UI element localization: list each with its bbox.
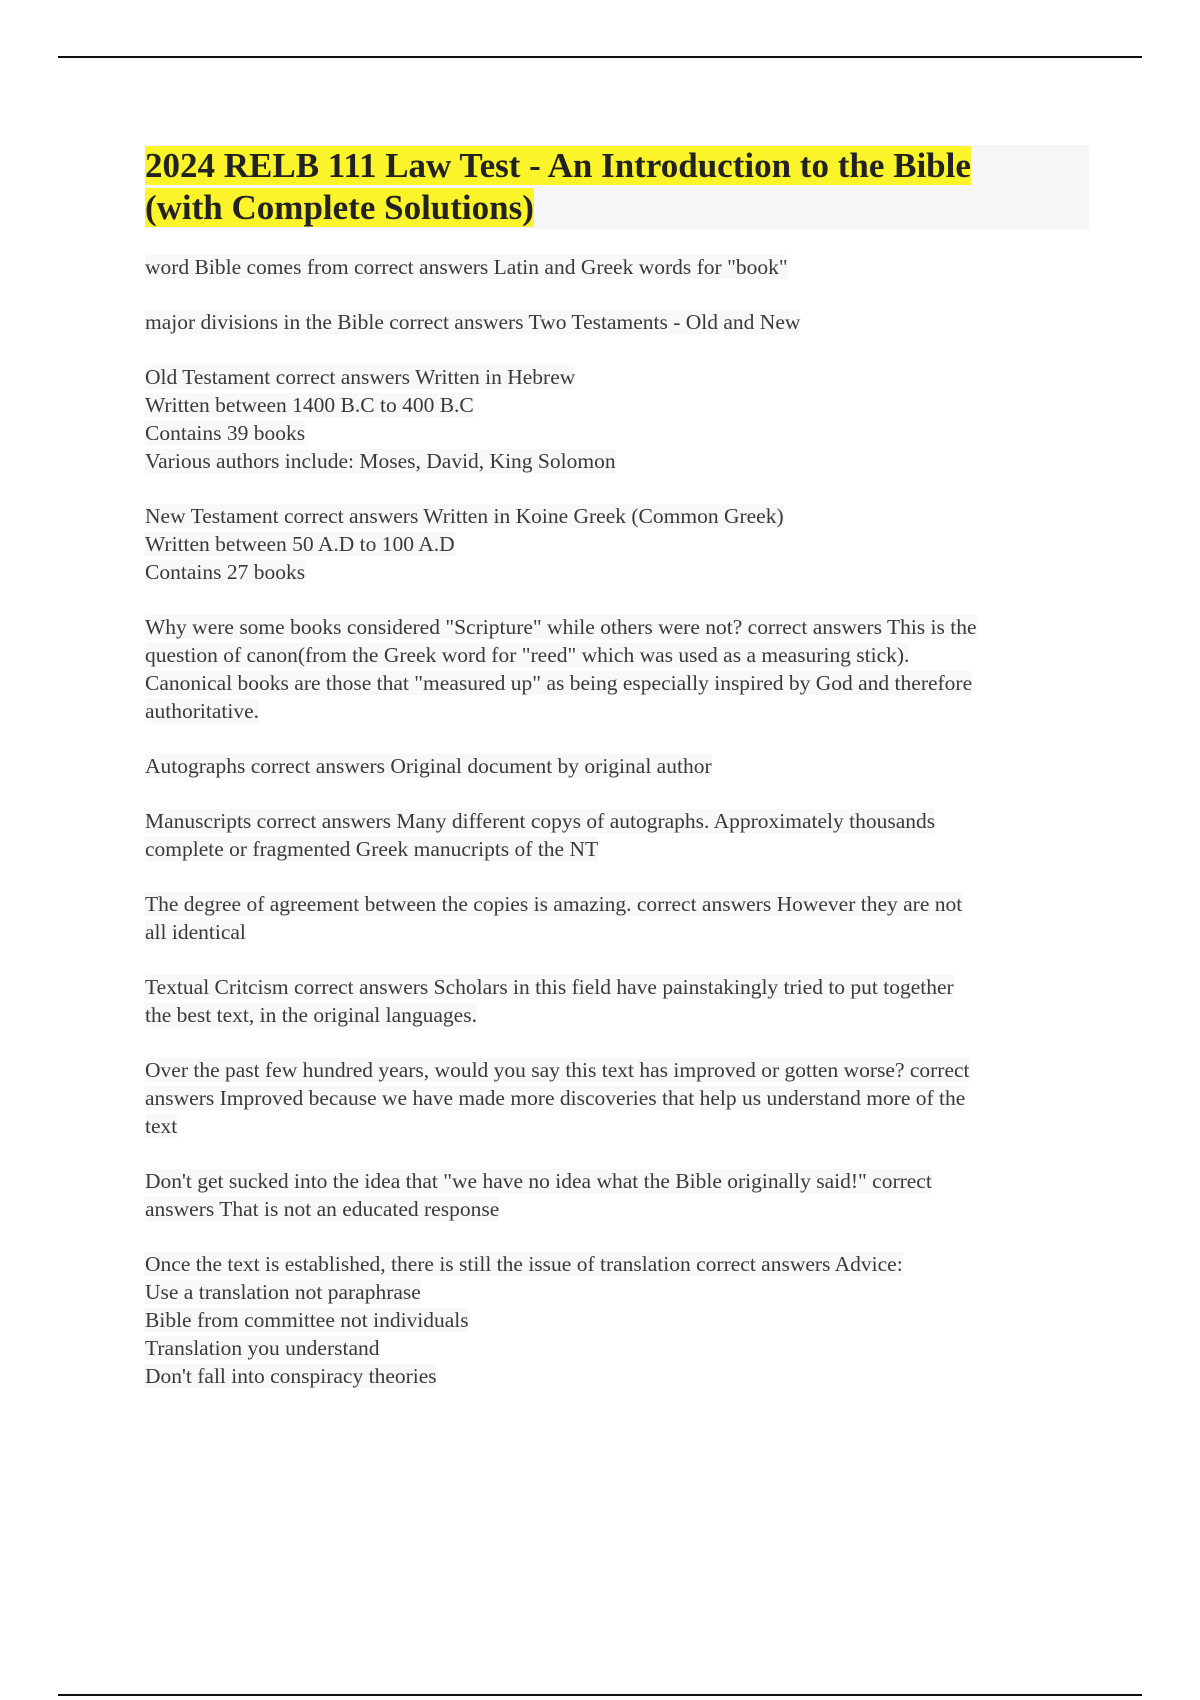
entry-line: Use a translation not paraphrase — [145, 1280, 421, 1304]
entry-line: Bible from committee not individuals — [145, 1308, 469, 1332]
bottom-rule — [58, 1694, 1142, 1696]
qa-entry — [145, 752, 1089, 780]
qa-entry — [145, 1056, 1089, 1140]
qa-entry — [145, 890, 1089, 946]
entry-line: Autographs correct answers Original document by original author — [145, 754, 712, 778]
entry-line: Once the text is established, there is still the issue of translation correct answers Advice: — [145, 1252, 903, 1276]
title-line: (with Complete Solutions) — [145, 188, 534, 227]
document-body — [145, 145, 1089, 1417]
entry-line: word Bible comes from correct answers Latin and Greek words for "book" — [145, 255, 788, 279]
qa-entry — [145, 253, 1089, 281]
entry-line: Don't get sucked into the idea that "we have no idea what the Bible originally said!" correct — [145, 1169, 932, 1193]
entry-line: Written between 1400 B.C to 400 B.C — [145, 393, 474, 417]
entry-line: the best text, in the original languages. — [145, 1003, 477, 1027]
entry-line: Translation you understand — [145, 1336, 380, 1360]
entry-line: New Testament correct answers Written in Koine Greek (Common Greek) — [145, 504, 784, 528]
qa-entry — [145, 1250, 1089, 1390]
entry-line: answers That is not an educated response — [145, 1197, 500, 1221]
entry-line: text — [145, 1114, 178, 1138]
qa-entry — [145, 1167, 1089, 1223]
entry-line: complete or fragmented Greek manucripts of the NT — [145, 837, 599, 861]
entry-line: Manuscripts correct answers Many different copys of autographs. Approximately thousands — [145, 809, 936, 833]
entry-line: question of canon(from the Greek word for "reed" which was used as a measuring stick). — [145, 643, 910, 667]
entry-line: Canonical books are those that "measured up" as being especially inspired by God and therefore — [145, 671, 973, 695]
entry-line: all identical — [145, 920, 246, 944]
entry-line: Various authors include: Moses, David, King Solomon — [145, 449, 616, 473]
title-block — [145, 145, 1089, 229]
entry-line: Old Testament correct answers Written in Hebrew — [145, 365, 576, 389]
entry-line: authoritative. — [145, 699, 260, 723]
entry-line: Contains 39 books — [145, 421, 306, 445]
qa-entry — [145, 363, 1089, 475]
qa-entry — [145, 502, 1089, 586]
qa-entry — [145, 973, 1089, 1029]
entry-line: Written between 50 A.D to 100 A.D — [145, 532, 455, 556]
title-line: 2024 RELB 111 Law Test - An Introduction to the Bible — [145, 146, 971, 185]
entry-line: Why were some books considered "Scripture" while others were not? correct answers This is the — [145, 615, 977, 639]
entry-line: major divisions in the Bible correct answers Two Testaments - Old and New — [145, 310, 801, 334]
entry-line: Don't fall into conspiracy theories — [145, 1364, 437, 1388]
qa-entry — [145, 308, 1089, 336]
entry-line: Over the past few hundred years, would you say this text has improved or gotten worse? correct — [145, 1058, 970, 1082]
entry-line: Contains 27 books — [145, 560, 306, 584]
entry-line: answers Improved because we have made more discoveries that help us understand more of the — [145, 1086, 966, 1110]
entry-line: The degree of agreement between the copies is amazing. correct answers However they are not — [145, 892, 963, 916]
entry-line: Textual Critcism correct answers Scholars in this field have painstakingly tried to put together — [145, 975, 954, 999]
qa-entry — [145, 807, 1089, 863]
document-title — [145, 145, 1089, 229]
qa-entry — [145, 613, 1089, 725]
top-rule — [58, 56, 1142, 58]
